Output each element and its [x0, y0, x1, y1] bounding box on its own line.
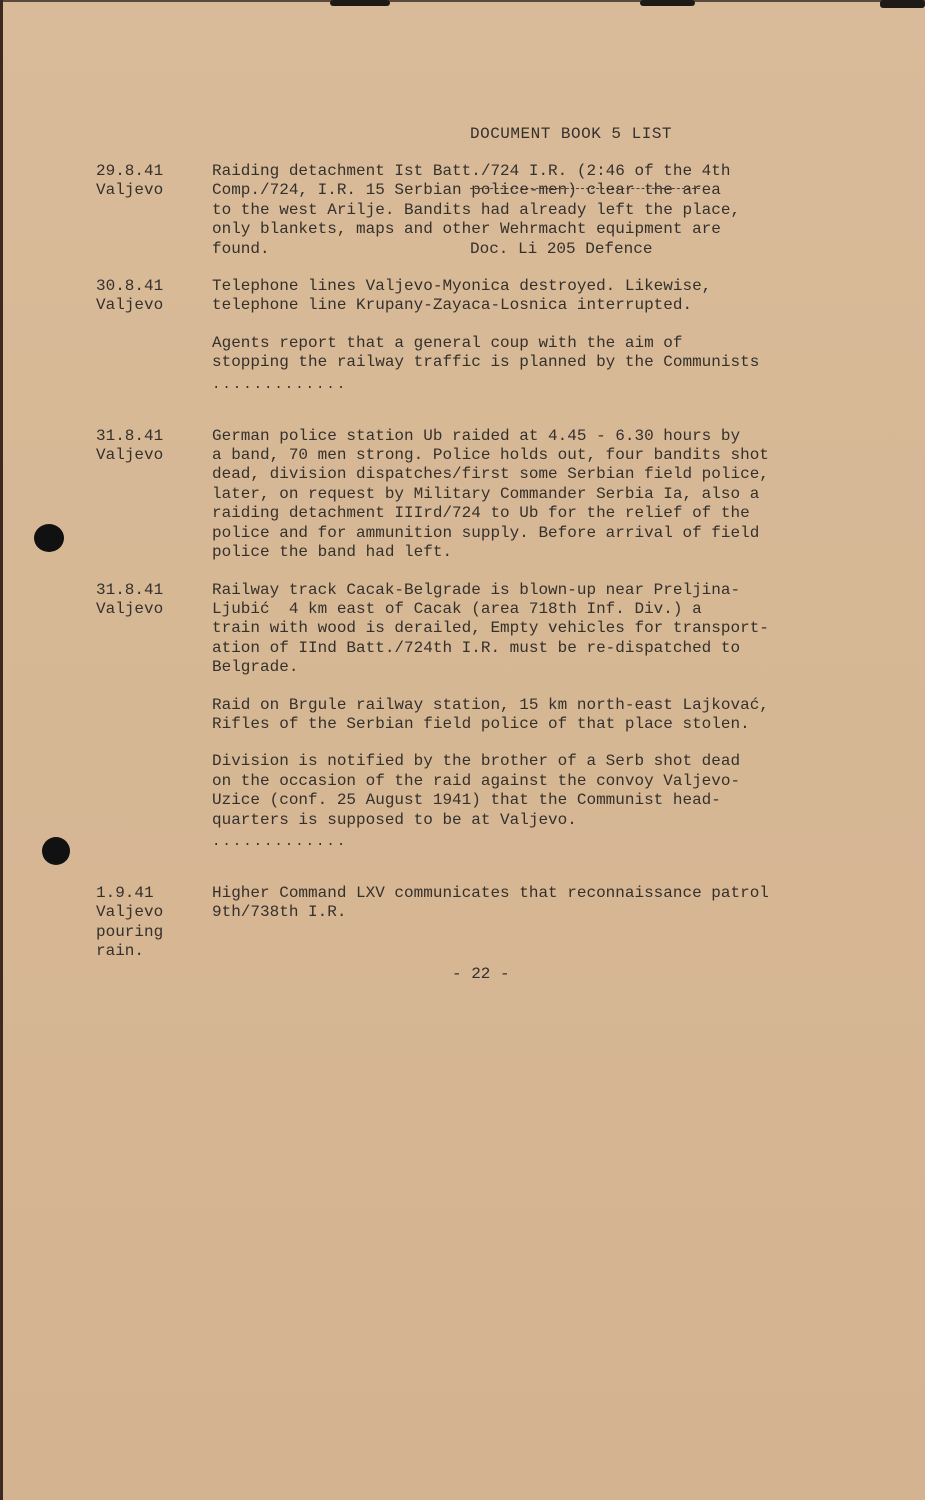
log-entry	[96, 162, 886, 259]
entry-place-line: Valjevo	[96, 599, 164, 618]
ink-smudge	[640, 0, 695, 6]
entry-date-line: 1.9.41	[96, 883, 154, 902]
entry-paragraph: Raiding detachment Ist Batt./724 I.R. (2:46 of the 4th Comp./724, I.R. 15 Serbian police-men) clear the area to the west Arilje. Bandits had already left the place, only blankets, maps and other Wehrmacht equipment are found.	[212, 162, 741, 258]
entry-weather-line: rain.	[96, 942, 145, 961]
entry-date	[96, 427, 212, 563]
entry-place-line: Valjevo	[96, 446, 164, 465]
entry-date	[96, 277, 212, 409]
entry-paragraph: Higher Command LXV communicates that reconnaissance patrol 9th/738th I.R.	[212, 883, 769, 922]
entry-date	[96, 884, 212, 962]
entry-date-line: 29.8.41	[96, 162, 164, 180]
document-title: DOCUMENT BOOK 5 LIST	[470, 125, 673, 143]
punch-hole	[42, 837, 70, 865]
log-entry	[96, 427, 886, 563]
entry-paragraph: Railway track Cacak-Belgrade is blown-up near Preljina- Ljubić 4 km east of Cacak (area 718th Inf. Div.) a train with wood is derailed, Empty vehicles for transport- ation of IInd Batt./724th I.R. must be re-dispatched to Belgrade.	[212, 580, 769, 677]
page-left-edge	[0, 0, 3, 1500]
entry-paragraph: Agents report that a general coup with the aim of stopping the railway traffic is planned by the Communists	[212, 333, 760, 372]
ink-smudge	[880, 0, 925, 8]
page-number: - 22 -	[452, 965, 510, 983]
entry-paragraph: German police station Ub raided at 4.45 - 6.30 hours by a band, 70 men strong. Police holds out, four bandits shot dead, division dispatches/first some Serbian field police, later, on request by Military Commander Serbia Ia, also a raiding detachment IIIrd/724 to Ub for the relief of the police and for ammunition supply. Before arrival of field police the band had left.	[212, 426, 769, 562]
entry-date	[96, 162, 212, 259]
entry-paragraph: Raid on Brgule railway station, 15 km north-east Lajkovać, Rifles of the Serbian field police of that place stolen.	[212, 695, 769, 733]
entry-place-line: Valjevo	[96, 181, 164, 200]
entry-body	[212, 581, 886, 866]
entry-body	[212, 277, 886, 409]
entry-weather-line: pouring	[96, 922, 164, 941]
entry-body	[212, 427, 886, 563]
log-entries	[96, 162, 886, 980]
page-top-edge	[0, 0, 925, 2]
entry-body	[212, 884, 886, 962]
entry-date	[96, 581, 212, 866]
punch-hole	[34, 524, 64, 552]
entry-place-line: Valjevo	[96, 296, 164, 315]
entry-date-line: 31.8.41	[96, 426, 164, 445]
log-entry	[96, 277, 886, 409]
dotted-separator: .............	[212, 833, 348, 850]
log-entry	[96, 581, 886, 866]
entry-date-line: 31.8.41	[96, 580, 164, 599]
ink-smudge	[330, 0, 390, 6]
entry-place-line: Valjevo	[96, 903, 164, 922]
log-entry	[96, 884, 886, 962]
dotted-separator: .............	[212, 376, 348, 393]
entry-body	[212, 162, 886, 259]
document-subtitle: Doc. Li 205 Defence	[470, 240, 653, 258]
entry-date-line: 30.8.41	[96, 277, 164, 296]
entry-paragraph: Division is notified by the brother of a Serb shot dead on the occasion of the raid against the convoy Valjevo- Uzice (conf. 25 August 1941) that the Communist head- quarters is supposed to be at Valjevo.	[212, 752, 741, 829]
entry-paragraph: Telephone lines Valjevo-Myonica destroyed. Likewise, telephone line Krupany-Zayaca-Losnica interrupted.	[212, 277, 712, 315]
